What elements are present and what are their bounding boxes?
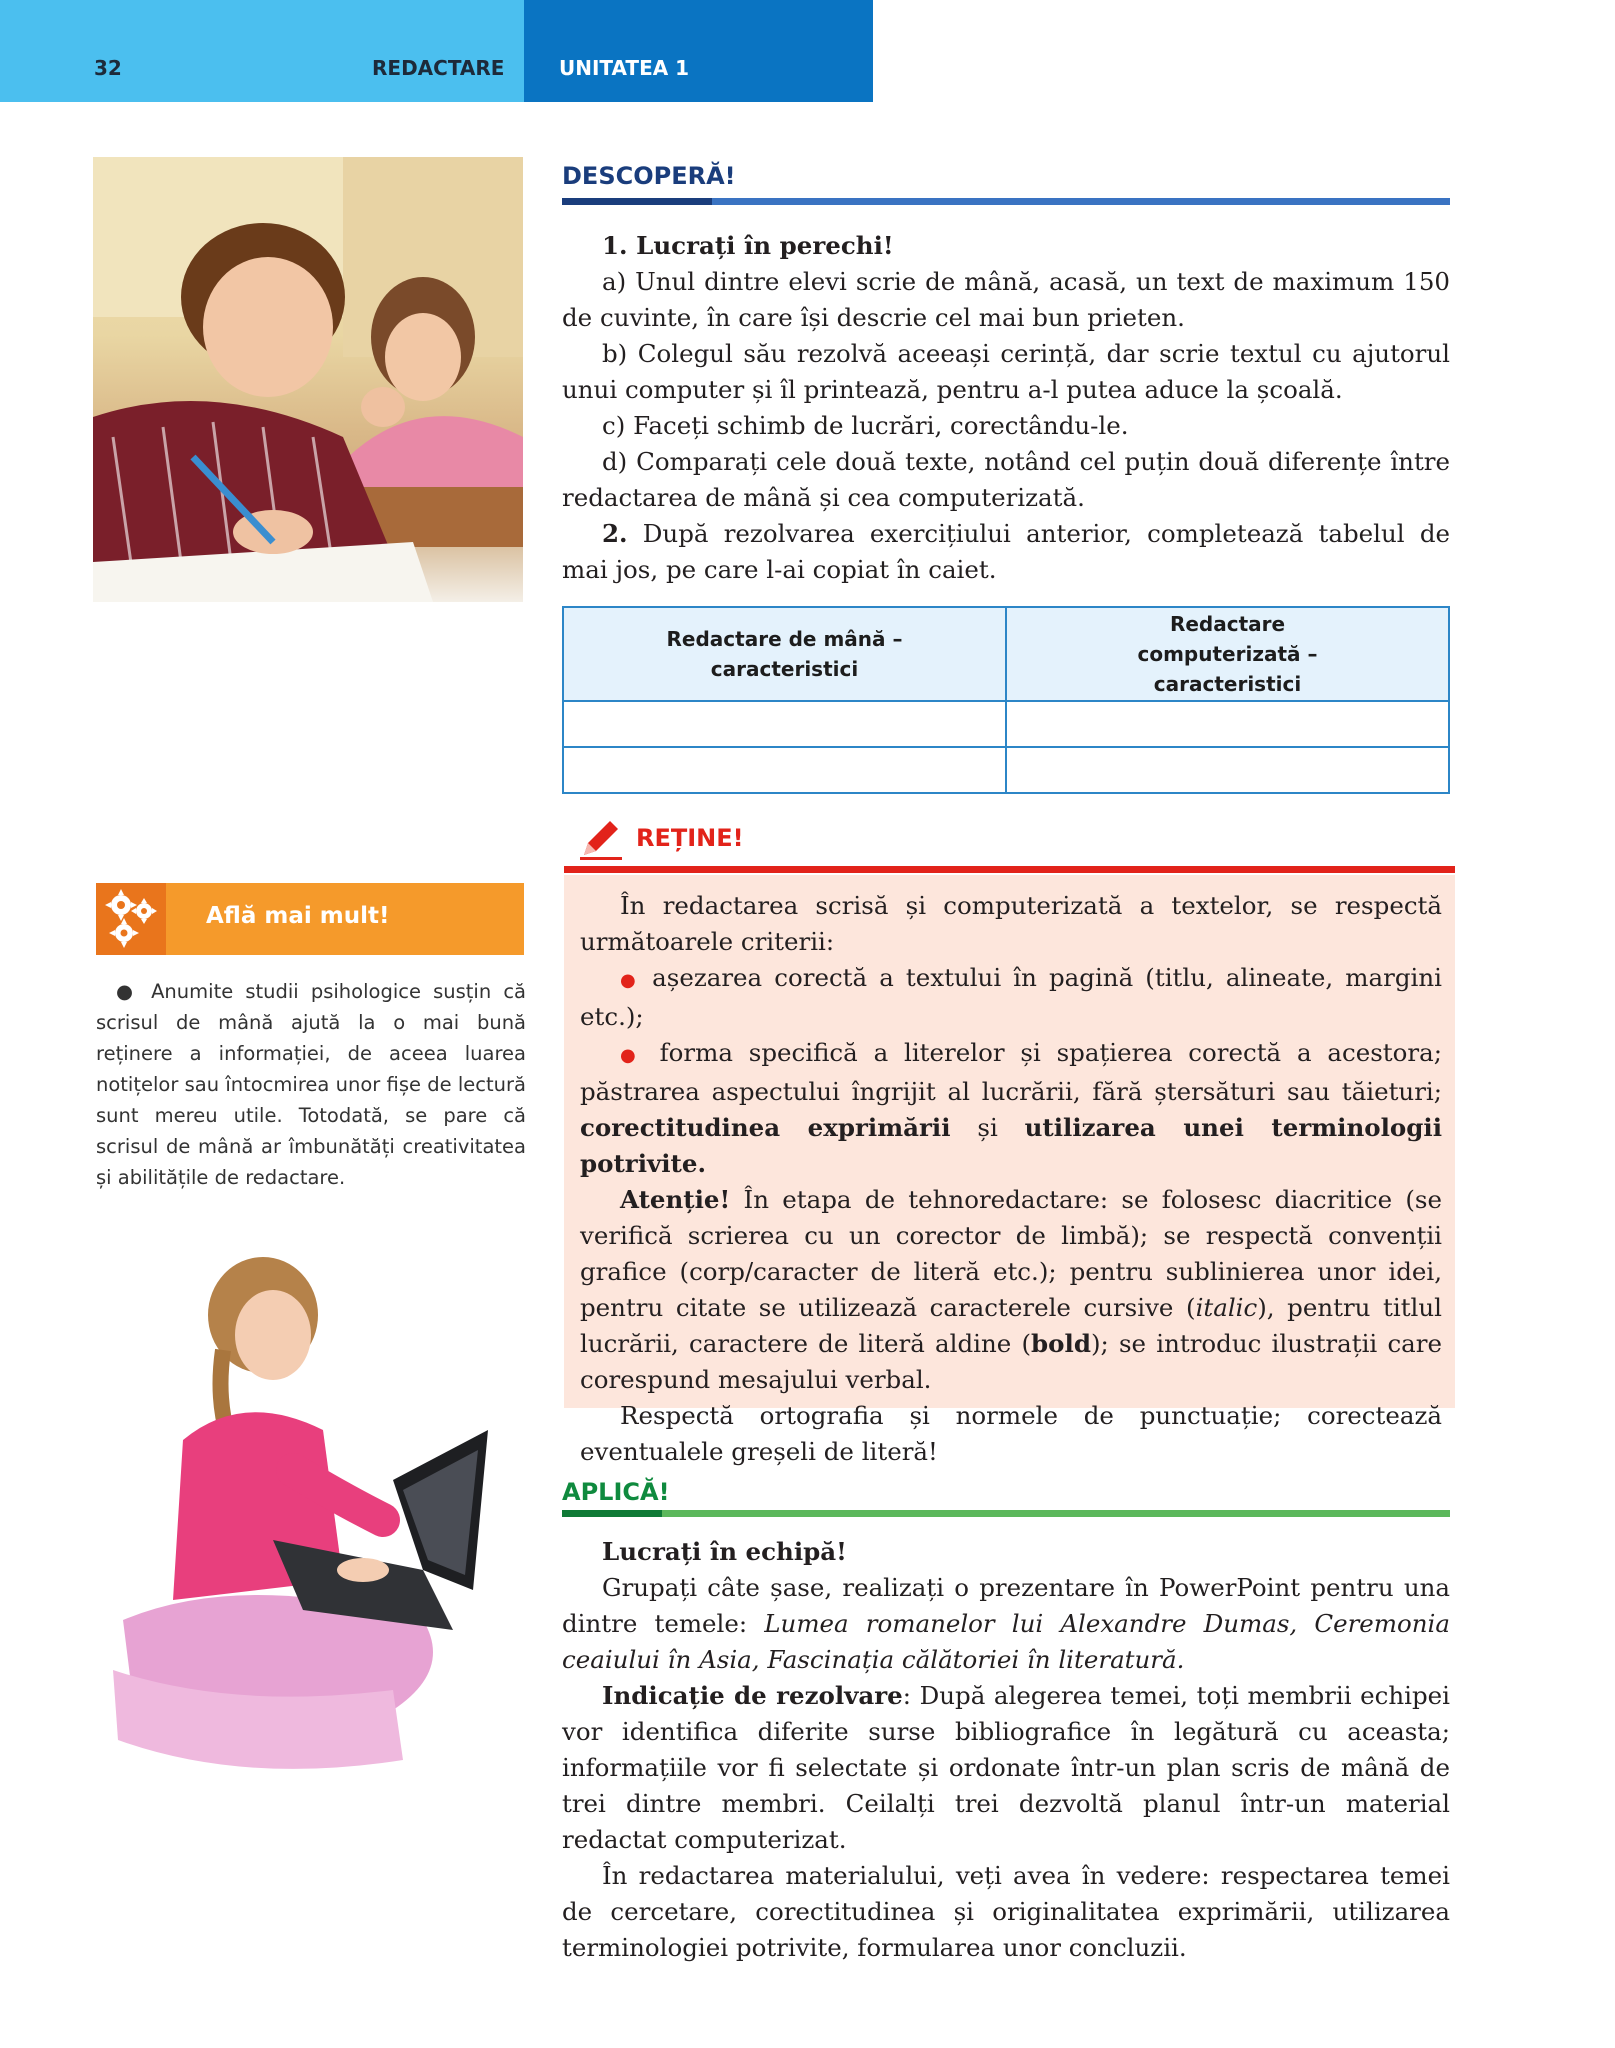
retine-content xyxy=(580,888,1442,1470)
atentie-label: Atenție! xyxy=(620,1185,731,1214)
afla-mai-mult-banner xyxy=(96,883,524,955)
descopera-exercises xyxy=(562,228,1450,588)
table-header-handwritten: Redactare de mână – caracteristici xyxy=(563,607,1006,701)
indicatie-label: Indicație de rezolvare xyxy=(602,1681,903,1710)
afla-mai-mult-title: Află mai mult! xyxy=(206,903,390,929)
aplica-bar xyxy=(662,1510,1450,1517)
bullet-icon: ● xyxy=(620,970,641,991)
exercise-1a: a) Unul dintre elevi scrie de mână, acasă, un text de maximum 150 de cuvinte, în care își descrie cel mai bun prieten. xyxy=(562,267,1450,332)
retine-final: Respectă ortografia și normele de punctuație; corectează eventualele greșeli de literă! xyxy=(580,1401,1442,1466)
pencil-icon xyxy=(578,815,624,861)
gears-icon xyxy=(96,883,166,955)
aplica-paragraph-1: Grupați câte șase, realizați o prezentare în PowerPoint pentru una dintre temele: Lumea romanelor lui Alexandre Dumas, Ceremonia ceaiului în Asia, Fascinația călătoriei în literatură. xyxy=(562,1573,1450,1674)
retine-intro: În redactarea scrisă și computerizată a textelor, se respectă următoarele criterii: xyxy=(580,891,1442,956)
header-band-right xyxy=(524,0,873,102)
retine-bullet-1: ● așezarea corectă a textului în pagină (titlu, alineate, margini etc.); xyxy=(580,963,1442,1031)
section-label: REDACTARE xyxy=(372,56,505,80)
children-writing-photo xyxy=(93,157,523,602)
bullet-icon: ● xyxy=(620,1045,644,1066)
table-row xyxy=(563,747,1449,793)
exercise-1b: b) Colegul său rezolvă aceeași cerință, dar scrie textul cu ajutorul unui computer și îl printează, pentru a-l putea aduce la școală. xyxy=(562,339,1450,404)
aplica-paragraph-3: În redactarea materialului, veți avea în vedere: respectarea temei de cercetare, corectitudinea și originalitatea exprimării, utilizarea terminologiei potrivite, formularea unor concluzii. xyxy=(562,1861,1450,1962)
exercise-1-title: 1. Lucrați în perechi! xyxy=(602,231,894,260)
unit-label: UNITATEA 1 xyxy=(559,56,690,80)
exercise-2-number: 2. xyxy=(602,519,628,548)
retine-heading: REȚINE! xyxy=(636,824,744,852)
page-number: 32 xyxy=(94,56,122,80)
afla-mai-mult-text: ● Anumite studii psihologice susțin că scrisul de mână ajută la o mai bună reținere a informației, de aceea luarea notițelor sau întocmirea unor fișe de lectură sunt mereu utile. Totodată, se pare că scrisul de mână ar îmbunătăți creativitatea și abilitățile de redactare. xyxy=(96,980,526,1189)
descopera-heading: DESCOPERĂ! xyxy=(562,162,736,190)
exercise-2-text: După rezolvarea exercițiului anterior, completează tabelul de mai jos, pe care l-ai copiat în caiet. xyxy=(562,519,1450,584)
girl-with-laptop-photo xyxy=(93,1240,523,1800)
aplica-content xyxy=(562,1534,1450,1966)
characteristics-table xyxy=(562,606,1450,794)
exercise-1d: d) Comparați cele două texte, notând cel puțin două diferențe între redactarea de mână și cea computerizată. xyxy=(562,447,1450,512)
descopera-bar xyxy=(712,198,1450,205)
retine-bar-accent xyxy=(564,866,602,873)
aplica-heading: APLICĂ! xyxy=(562,1478,670,1506)
descopera-bar-dark xyxy=(562,198,712,205)
aplica-bar-dark xyxy=(562,1510,662,1517)
retine-atentie: Atenție! În etapa de tehnoredactare: se folosesc diacritice (se verifică scrierea cu un corector de limbă); se respectă convenții grafice (corp/caracter de literă etc.); pentru sublinierea unor idei, pentru citate se utilizează caracterele cursive (italic), pentru titlul lucrării, caractere de literă aldine (bold); se introduc ilustrații care corespund mesajului verbal. xyxy=(580,1185,1443,1394)
aplica-indicatie: Indicație de rezolvare: După alegerea temei, toți membrii echipei vor identifica diferite surse bibliografice în legătură cu aceasta; informațiile vor fi selectate și ordonate într-un plan scris de mână de trei dintre membri. Ceilalți trei dezvoltă planul într-un material redactat computerizat. xyxy=(562,1681,1451,1854)
exercise-1c: c) Faceți schimb de lucrări, corectându-le. xyxy=(602,411,1129,440)
table-row xyxy=(563,701,1449,747)
retine-bar xyxy=(602,866,1455,873)
header-band-left xyxy=(0,0,524,102)
exercise-2 xyxy=(562,516,1450,588)
retine-bullet-2: ● forma specifică a literelor și spațierea corectă a acestora; păstrarea aspectului îngrijit al lucrării, fără ștersături sau tăieturi; corectitudinea exprimării și utilizarea unei terminologii potrivite. xyxy=(580,1038,1443,1178)
bullet-icon: ● xyxy=(116,980,152,1003)
table-header-computer: Redactare computerizată – caracteristici xyxy=(1006,607,1449,701)
aplica-lead: Lucrați în echipă! xyxy=(602,1537,847,1566)
